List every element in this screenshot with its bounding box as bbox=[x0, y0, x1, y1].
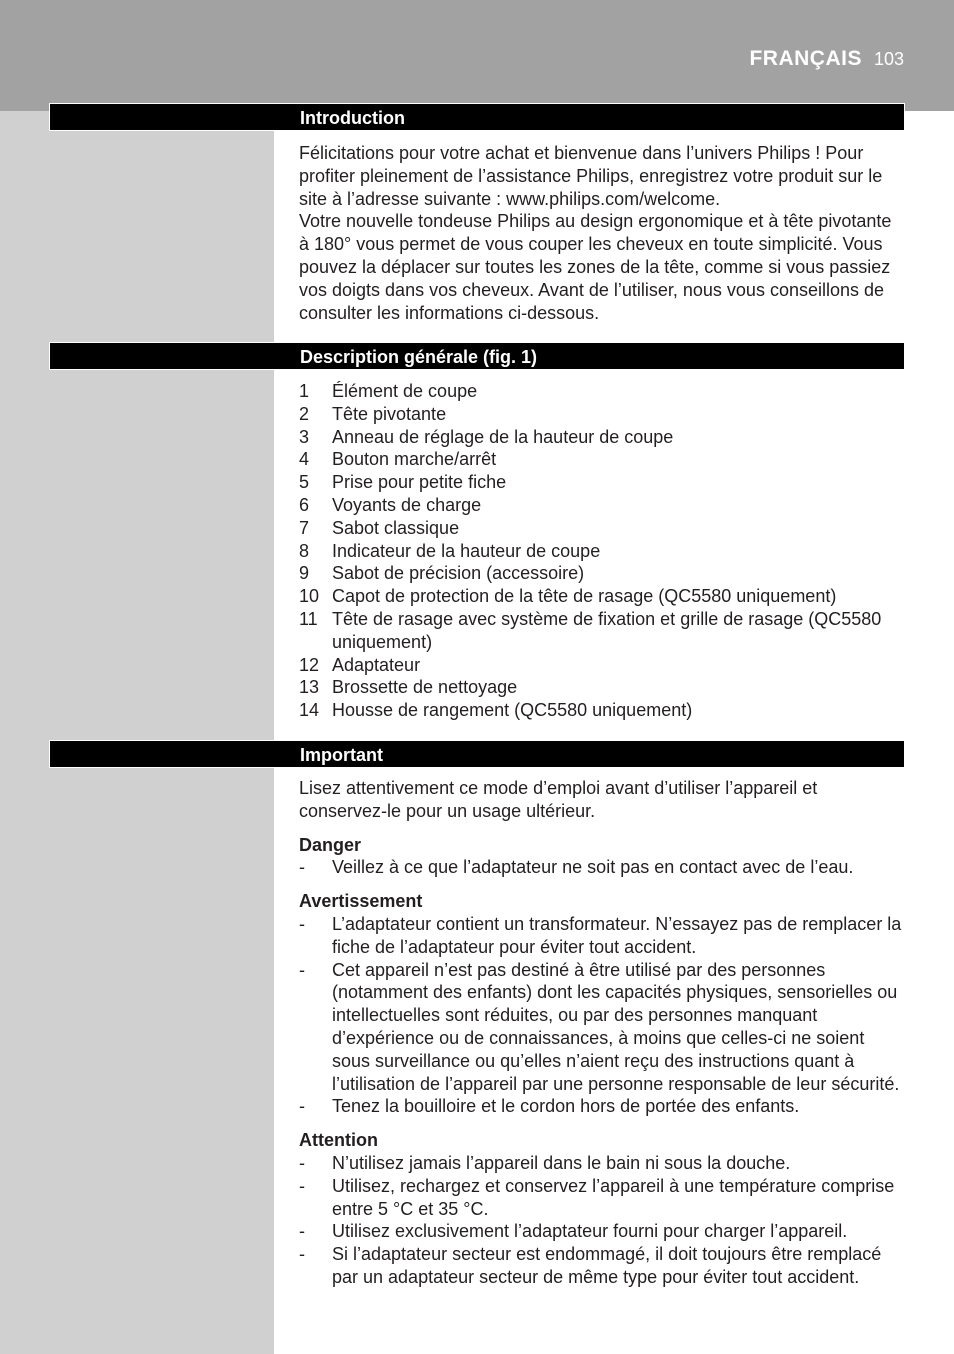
right-margin bbox=[905, 111, 954, 1354]
item-text: Voyants de charge bbox=[332, 494, 482, 515]
intro-paragraph: Votre nouvelle tondeuse Philips au design ergonomique et à tête pivotante à 180° vous permet de vous couper les cheveux en toute simplicité. Vous pouvez la déplacer sur toutes les zones de la tête, comme si vous passiez vos doigts dans vos cheveux. Avant de l’utiliser, nous vous conseillons de consulter les informations ci-dessous. bbox=[299, 211, 892, 323]
list-item bbox=[299, 426, 903, 449]
list-item bbox=[299, 403, 903, 426]
important-body bbox=[299, 777, 903, 1289]
item-text: Capot de protection de la tête de rasage (QC5580 uniquement) bbox=[332, 586, 837, 607]
item-number: 9 bbox=[299, 563, 310, 584]
list-item bbox=[299, 517, 903, 540]
item-text: Tête de rasage avec système de fixation et grille de rasage (QC5580 uniquement) bbox=[332, 608, 882, 652]
item-text: Sabot classique bbox=[332, 517, 460, 538]
list-item bbox=[299, 913, 903, 959]
item-text: Cet appareil n’est pas destiné à être utilisé par des personnes (notamment des enfants) dont les capacités physiques, sensorielles ou intellectuelles sont réduites, ou par des personnes manquant d’expérience ou de connaissances, à moins que celles-ci ne soient sous surveillance ou qu’elles n’aient reçu des instructions quant à l’utilisation de l’appareil par une personne responsable de leur sécurité. bbox=[332, 959, 900, 1094]
list-item bbox=[299, 1243, 903, 1289]
item-text: Utilisez exclusivement l’adaptateur fourni pour charger l’appareil. bbox=[332, 1221, 848, 1242]
list-item bbox=[299, 699, 903, 722]
dash-marker: - bbox=[299, 1221, 305, 1242]
warning-heading: Avertissement bbox=[299, 891, 423, 912]
page-number: 103 bbox=[873, 49, 904, 69]
item-number: 3 bbox=[299, 426, 310, 447]
item-text: Veillez à ce que l’adaptateur ne soit pas en contact avec de l’eau. bbox=[332, 857, 854, 878]
list-item bbox=[299, 676, 903, 699]
item-text: Prise pour petite fiche bbox=[332, 472, 507, 493]
item-text: Si l’adaptateur secteur est endommagé, il doit toujours être remplacé par un adaptateur secteur de même type pour éviter tout accident. bbox=[332, 1244, 882, 1287]
list-item bbox=[299, 540, 903, 563]
dash-marker: - bbox=[299, 1096, 305, 1117]
item-text: Utilisez, rechargez et conservez l’appareil à une température comprise entre 5 °C et 35 °C. bbox=[332, 1175, 895, 1219]
list-item bbox=[299, 654, 903, 677]
side-margin-column bbox=[0, 111, 274, 1354]
item-number: 7 bbox=[299, 517, 310, 538]
item-text: Tenez la bouilloire et le cordon hors de portée des enfants. bbox=[332, 1096, 800, 1117]
item-text: Adaptateur bbox=[332, 654, 421, 675]
dash-marker: - bbox=[299, 1175, 305, 1196]
item-number: 13 bbox=[299, 677, 320, 698]
dash-marker: - bbox=[299, 913, 305, 934]
item-text: Bouton marche/arrêt bbox=[332, 449, 497, 470]
section-header-important bbox=[49, 740, 905, 768]
intro-paragraph: Félicitations pour votre achat et bienvenue dans l’univers Philips ! Pour profiter pleinement de l’assistance Philips, enregistrez votre produit sur le site à l’adresse suivante : www.philips.com/welcome. bbox=[299, 143, 883, 209]
caution-list bbox=[299, 1152, 903, 1289]
page-language: FRANÇAIS bbox=[749, 47, 862, 70]
parts-list bbox=[299, 380, 903, 722]
list-item bbox=[299, 471, 903, 494]
important-intro: Lisez attentivement ce mode d’emploi avant d’utiliser l’appareil et conservez-le pour un usage ultérieur. bbox=[299, 778, 818, 821]
item-number: 14 bbox=[299, 700, 320, 721]
section-header-introduction bbox=[49, 103, 905, 131]
item-number: 2 bbox=[299, 403, 310, 424]
section-title: Important bbox=[300, 745, 383, 765]
warning-list bbox=[299, 913, 903, 1118]
item-text: Housse de rangement (QC5580 uniquement) bbox=[332, 700, 693, 721]
item-number: 10 bbox=[299, 586, 320, 607]
caution-heading: Attention bbox=[299, 1130, 378, 1151]
item-text: L’adaptateur contient un transformateur. N’essayez pas de remplacer la fiche de l’adaptateur pour éviter tout accident. bbox=[332, 913, 902, 957]
list-item bbox=[299, 959, 903, 1096]
list-item bbox=[299, 1152, 903, 1175]
list-item bbox=[299, 1220, 903, 1243]
item-number: 12 bbox=[299, 654, 320, 675]
list-item bbox=[299, 585, 903, 608]
list-item bbox=[299, 380, 903, 403]
section-title: Introduction bbox=[300, 108, 405, 128]
list-item bbox=[299, 562, 903, 585]
list-item bbox=[299, 494, 903, 517]
item-number: 11 bbox=[299, 608, 318, 629]
page-header bbox=[749, 47, 904, 71]
list-item bbox=[299, 448, 903, 471]
introduction-body bbox=[299, 142, 903, 324]
item-number: 8 bbox=[299, 540, 310, 561]
item-number: 4 bbox=[299, 449, 310, 470]
danger-list bbox=[299, 856, 903, 879]
item-number: 6 bbox=[299, 494, 310, 515]
item-text: Tête pivotante bbox=[332, 403, 447, 424]
dash-marker: - bbox=[299, 1152, 305, 1173]
dash-marker: - bbox=[299, 1244, 305, 1265]
description-body bbox=[299, 380, 903, 722]
list-item bbox=[299, 608, 903, 654]
list-item bbox=[299, 1095, 903, 1118]
section-header-description bbox=[49, 342, 905, 370]
danger-heading: Danger bbox=[299, 834, 362, 855]
item-number: 5 bbox=[299, 472, 310, 493]
dash-marker: - bbox=[299, 857, 305, 878]
item-text: Anneau de réglage de la hauteur de coupe bbox=[332, 426, 674, 447]
item-number: 1 bbox=[299, 381, 310, 401]
dash-marker: - bbox=[299, 959, 305, 980]
item-text: N’utilisez jamais l’appareil dans le bain ni sous la douche. bbox=[332, 1152, 791, 1173]
item-text: Brossette de nettoyage bbox=[332, 677, 518, 698]
list-item bbox=[299, 1175, 903, 1221]
section-title: Description générale (fig. 1) bbox=[300, 347, 538, 367]
list-item bbox=[299, 856, 903, 879]
item-text: Indicateur de la hauteur de coupe bbox=[332, 540, 601, 561]
item-text: Élément de coupe bbox=[332, 381, 478, 401]
item-text: Sabot de précision (accessoire) bbox=[332, 563, 585, 584]
